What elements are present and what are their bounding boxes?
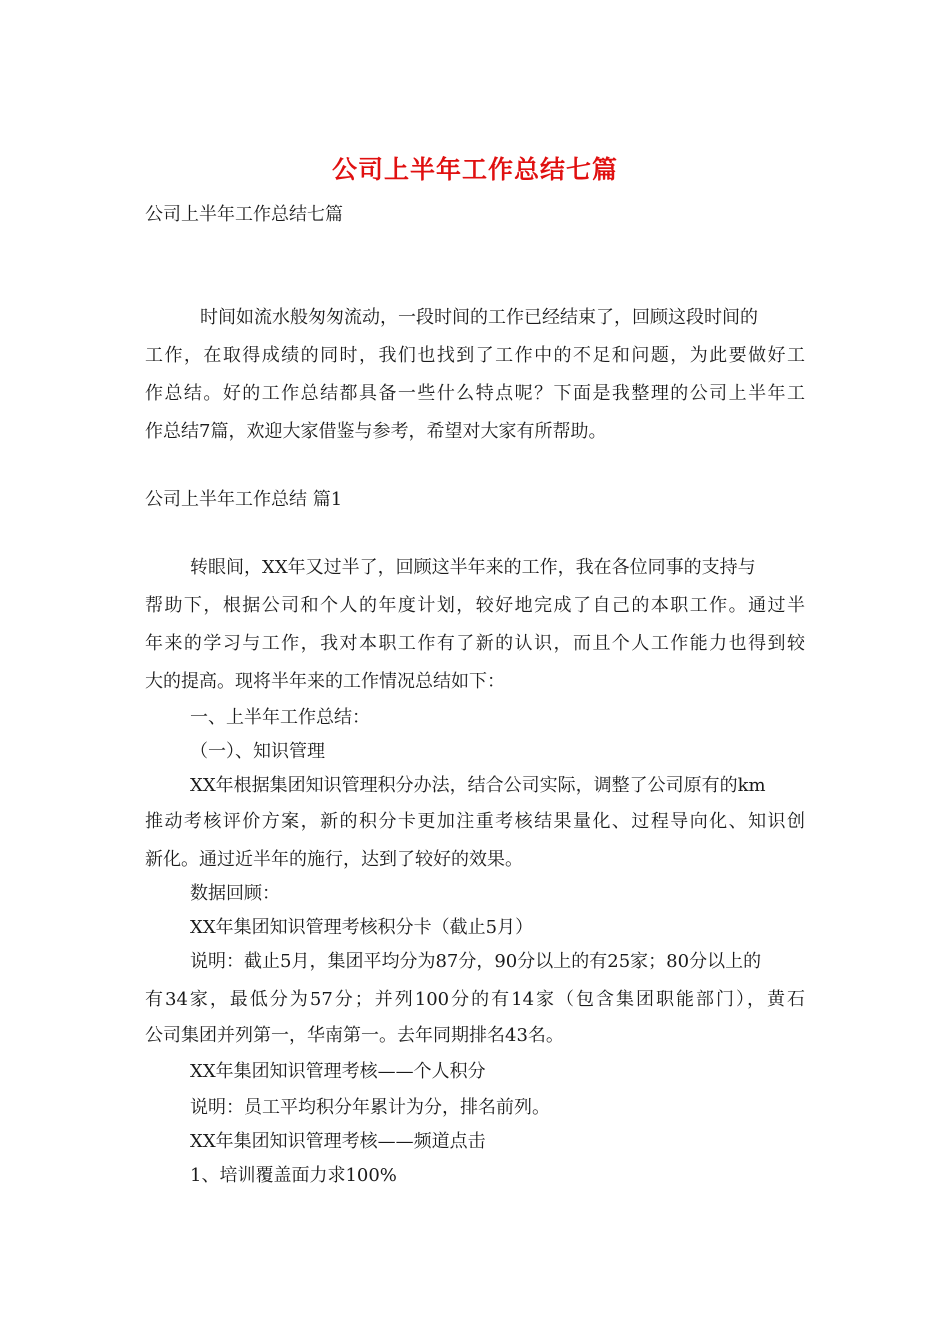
training-coverage-item: 1、培训覆盖面力求100% [190, 1165, 397, 1186]
body-p2-line-2: 推动考核评价方案，新的积分卡更加注重考核结果量化、过程导向化、知识创 [145, 811, 805, 832]
body-p3-line-3: 公司集团并列第一，华南第一。去年同期排名43名。 [145, 1025, 564, 1046]
body-p1-line-1: 转眼间，XX年又过半了，回顾这半年来的工作，我在各位同事的支持与 [190, 557, 756, 578]
section-heading: 公司上半年工作总结 篇1 [145, 489, 343, 510]
document-title: 公司上半年工作总结七篇 [331, 155, 618, 184]
body-p1-line-4: 大的提高。现将半年来的工作情况总结如下： [145, 671, 505, 692]
intro-line-1: 时间如流水般匆匆流动，一段时间的工作已经结束了，回顾这段时间的 [200, 307, 758, 328]
heading-first-half-summary: 一、上半年工作总结： [190, 707, 370, 728]
body-p2-line-1: XX年根据集团知识管理积分办法，结合公司实际，调整了公司原有的km [190, 775, 766, 796]
scorecard-caption: XX年集团知识管理考核积分卡（截止5月） [190, 917, 534, 938]
personal-score-note: 说明：员工平均积分年累计为分，排名前列。 [190, 1097, 550, 1118]
body-p2-line-3: 新化。通过近半年的施行，达到了较好的效果。 [145, 849, 523, 870]
heading-knowledge-management: （一）、知识管理 [190, 741, 325, 762]
intro-line-4: 作总结7篇，欢迎大家借鉴与参考，希望对大家有所帮助。 [145, 421, 607, 442]
body-p1-line-2: 帮助下，根据公司和个人的年度计划，较好地完成了自己的本职工作。通过半 [145, 595, 805, 616]
intro-line-3: 作总结。好的工作总结都具备一些什么特点呢？下面是我整理的公司上半年工 [145, 383, 805, 404]
data-review-label: 数据回顾： [190, 883, 280, 904]
intro-line-2: 工作，在取得成绩的同时，我们也找到了工作中的不足和问题，为此要做好工 [145, 345, 805, 366]
body-p3-line-2: 有34家，最低分为57分；并列100分的有14家（包含集团职能部门），黄石 [145, 989, 805, 1010]
body-p3-line-1: 说明：截止5月，集团平均分为87分，90分以上的有25家；80分以上的 [190, 951, 762, 972]
channel-clicks-caption: XX年集团知识管理考核——频道点击 [190, 1131, 486, 1152]
document-subtitle: 公司上半年工作总结七篇 [145, 204, 343, 225]
body-p1-line-3: 年来的学习与工作，我对本职工作有了新的认识，而且个人工作能力也得到较 [145, 633, 805, 654]
personal-score-caption: XX年集团知识管理考核——个人积分 [190, 1061, 486, 1082]
